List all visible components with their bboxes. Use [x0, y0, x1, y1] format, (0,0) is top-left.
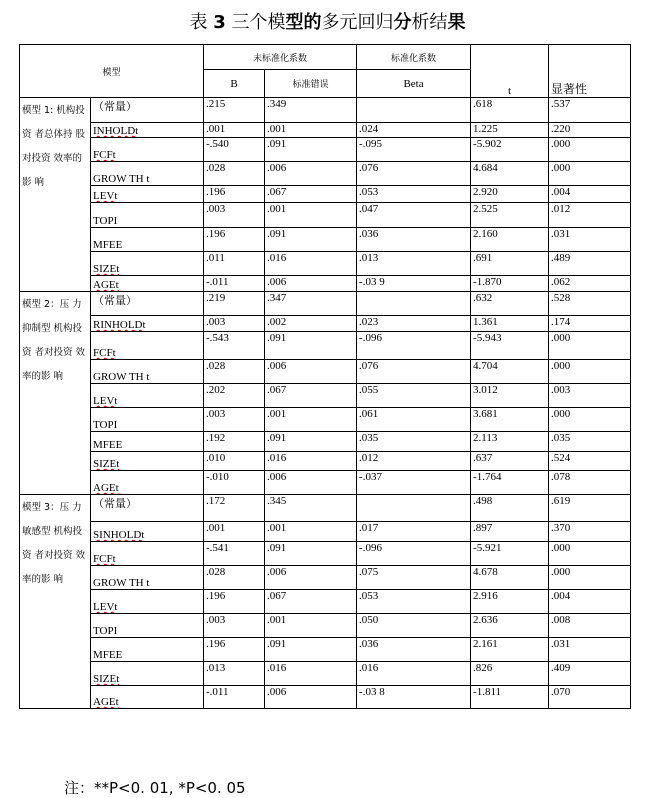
b-cell: .003 — [204, 614, 265, 638]
variable-cell: SIZEt — [91, 662, 204, 686]
b-cell: .011 — [204, 252, 265, 276]
se-cell: .006 — [265, 471, 357, 495]
b-cell: .196 — [204, 638, 265, 662]
se-cell: .016 — [265, 452, 357, 471]
header-b: B — [204, 70, 265, 98]
se-cell: .001 — [265, 614, 357, 638]
table-row — [20, 316, 631, 332]
table-row — [20, 452, 631, 471]
sig-cell: .031 — [549, 228, 631, 252]
beta-cell — [357, 495, 471, 522]
sig-cell: .489 — [549, 252, 631, 276]
table-row — [20, 662, 631, 686]
t-cell: -5.921 — [471, 542, 549, 566]
variable-cell: SIZEt — [91, 252, 204, 276]
variable-cell: LEVt — [91, 186, 204, 203]
variable-cell: （常量） — [91, 292, 204, 316]
sig-cell: .078 — [549, 471, 631, 495]
table-row — [20, 276, 631, 292]
beta-cell: -.037 — [357, 471, 471, 495]
t-cell: 2.636 — [471, 614, 549, 638]
b-cell: .196 — [204, 590, 265, 614]
se-cell: .006 — [265, 360, 357, 384]
header-significance: 显著性 — [549, 45, 631, 98]
se-cell: .091 — [265, 432, 357, 452]
t-cell: 4.684 — [471, 162, 549, 186]
se-cell: .006 — [265, 162, 357, 186]
table-row — [20, 638, 631, 662]
beta-cell — [357, 98, 471, 123]
beta-cell: .053 — [357, 590, 471, 614]
se-cell: .001 — [265, 522, 357, 542]
table-row — [20, 408, 631, 432]
sig-cell: .004 — [549, 186, 631, 203]
b-cell: .196 — [204, 228, 265, 252]
b-cell: -.010 — [204, 471, 265, 495]
variable-cell: AGEt — [91, 686, 204, 709]
se-cell: .001 — [265, 123, 357, 138]
header-std-error: 标准错误 — [265, 70, 357, 98]
beta-cell: .012 — [357, 452, 471, 471]
beta-cell: -.096 — [357, 542, 471, 566]
regression-table — [19, 44, 631, 709]
table-row — [20, 123, 631, 138]
t-cell: 1.361 — [471, 316, 549, 332]
b-cell: .028 — [204, 566, 265, 590]
variable-cell: AGEt — [91, 276, 204, 292]
se-cell: .091 — [265, 332, 357, 360]
model-label: 模型 2：压 力抑制型 机构投资 者对投资 效率的影 响 — [20, 292, 91, 495]
t-cell: .498 — [471, 495, 549, 522]
t-cell: 1.225 — [471, 123, 549, 138]
t-cell: .637 — [471, 452, 549, 471]
sig-cell: .370 — [549, 522, 631, 542]
sig-cell: .174 — [549, 316, 631, 332]
se-cell: .091 — [265, 228, 357, 252]
t-cell: 2.161 — [471, 638, 549, 662]
table-row — [20, 98, 631, 123]
header-beta: Beta — [357, 70, 471, 98]
se-cell: .002 — [265, 316, 357, 332]
table-row — [20, 332, 631, 360]
se-cell: .001 — [265, 408, 357, 432]
t-cell: -5.902 — [471, 138, 549, 162]
sig-cell: .000 — [549, 542, 631, 566]
t-cell: 3.681 — [471, 408, 549, 432]
t-cell: 2.160 — [471, 228, 549, 252]
beta-cell: .075 — [357, 566, 471, 590]
t-cell: 2.525 — [471, 203, 549, 228]
variable-cell: （常量） — [91, 495, 204, 522]
t-cell: .618 — [471, 98, 549, 123]
sig-cell: .012 — [549, 203, 631, 228]
variable-cell: TOPI — [91, 408, 204, 432]
se-cell: .006 — [265, 686, 357, 709]
variable-cell: AGEt — [91, 471, 204, 495]
beta-cell: -.03 8 — [357, 686, 471, 709]
variable-cell: MFEE — [91, 638, 204, 662]
beta-cell: .053 — [357, 186, 471, 203]
b-cell: .010 — [204, 452, 265, 471]
table-row — [20, 614, 631, 638]
beta-cell: .076 — [357, 360, 471, 384]
header-standardized: 标准化系数 — [357, 45, 471, 70]
b-cell: .028 — [204, 360, 265, 384]
variable-cell: LEVt — [91, 590, 204, 614]
sig-cell: .537 — [549, 98, 631, 123]
se-cell: .067 — [265, 384, 357, 408]
variable-cell: FCFt — [91, 332, 204, 360]
b-cell: .013 — [204, 662, 265, 686]
sig-cell: .062 — [549, 276, 631, 292]
variable-cell: GROW TH t — [91, 566, 204, 590]
t-cell: -1.811 — [471, 686, 549, 709]
t-cell: .897 — [471, 522, 549, 542]
header-t: t — [471, 45, 549, 98]
variable-cell: SIZEt — [91, 452, 204, 471]
beta-cell: .050 — [357, 614, 471, 638]
table-row — [20, 203, 631, 228]
table-row — [20, 138, 631, 162]
t-cell: -5.943 — [471, 332, 549, 360]
table-row — [20, 590, 631, 614]
sig-cell: .031 — [549, 638, 631, 662]
table-row — [20, 566, 631, 590]
t-cell: .632 — [471, 292, 549, 316]
b-cell: .172 — [204, 495, 265, 522]
table-row — [20, 384, 631, 408]
b-cell: .202 — [204, 384, 265, 408]
b-cell: -.540 — [204, 138, 265, 162]
sig-cell: .004 — [549, 590, 631, 614]
sig-cell: .000 — [549, 360, 631, 384]
table-row — [20, 162, 631, 186]
variable-cell: TOPI — [91, 203, 204, 228]
sig-cell: .008 — [549, 614, 631, 638]
variable-cell: （常量） — [91, 98, 204, 123]
variable-cell: GROW TH t — [91, 162, 204, 186]
se-cell: .091 — [265, 542, 357, 566]
b-cell: .001 — [204, 522, 265, 542]
b-cell: .028 — [204, 162, 265, 186]
beta-cell: .035 — [357, 432, 471, 452]
se-cell: .347 — [265, 292, 357, 316]
table-row — [20, 522, 631, 542]
b-cell: .003 — [204, 408, 265, 432]
se-cell: .091 — [265, 138, 357, 162]
table-row — [20, 432, 631, 452]
b-cell: -.543 — [204, 332, 265, 360]
model-label: 模型 3：压 力敏感型 机构投资 者对投资 效率的影 响 — [20, 495, 91, 709]
beta-cell — [357, 292, 471, 316]
se-cell: .006 — [265, 566, 357, 590]
table-row — [20, 360, 631, 384]
variable-cell: FCFt — [91, 542, 204, 566]
beta-cell: .016 — [357, 662, 471, 686]
beta-cell: .024 — [357, 123, 471, 138]
beta-cell: .076 — [357, 162, 471, 186]
sig-cell: .528 — [549, 292, 631, 316]
b-cell: .001 — [204, 123, 265, 138]
beta-cell: -.096 — [357, 332, 471, 360]
t-cell: 3.012 — [471, 384, 549, 408]
variable-cell: MFEE — [91, 228, 204, 252]
beta-cell: .017 — [357, 522, 471, 542]
variable-cell: GROW TH t — [91, 360, 204, 384]
sig-cell: .524 — [549, 452, 631, 471]
t-cell: 2.113 — [471, 432, 549, 452]
beta-cell: -.095 — [357, 138, 471, 162]
table-row — [20, 471, 631, 495]
t-cell: -1.764 — [471, 471, 549, 495]
se-cell: .091 — [265, 638, 357, 662]
variable-cell: SINHOLDt — [91, 522, 204, 542]
sig-cell: .035 — [549, 432, 631, 452]
b-cell: .219 — [204, 292, 265, 316]
variable-cell: LEVt — [91, 384, 204, 408]
beta-cell: .047 — [357, 203, 471, 228]
variable-cell: RINHOLDt — [91, 316, 204, 332]
b-cell: -.541 — [204, 542, 265, 566]
sig-cell: .000 — [549, 138, 631, 162]
beta-cell: .013 — [357, 252, 471, 276]
sig-cell: .409 — [549, 662, 631, 686]
b-cell: .003 — [204, 203, 265, 228]
se-cell: .067 — [265, 186, 357, 203]
sig-cell: .000 — [549, 408, 631, 432]
sig-cell: .619 — [549, 495, 631, 522]
b-cell: .192 — [204, 432, 265, 452]
se-cell: .016 — [265, 252, 357, 276]
se-cell: .001 — [265, 203, 357, 228]
t-cell: 2.920 — [471, 186, 549, 203]
sig-cell: .000 — [549, 162, 631, 186]
t-cell: .691 — [471, 252, 549, 276]
se-cell: .345 — [265, 495, 357, 522]
table-row — [20, 542, 631, 566]
se-cell: .067 — [265, 590, 357, 614]
b-cell: -.011 — [204, 686, 265, 709]
b-cell: .215 — [204, 98, 265, 123]
variable-cell: TOPI — [91, 614, 204, 638]
header-unstandardized: 未标准化系数 — [204, 45, 357, 70]
footnote: 注：**P<0. 01, *P<0. 05 — [64, 779, 246, 797]
table-row — [20, 252, 631, 276]
t-cell: 4.704 — [471, 360, 549, 384]
table-title: 表 3 三个模型的多元回归分析结果 — [189, 12, 466, 33]
beta-cell: .023 — [357, 316, 471, 332]
variable-cell: MFEE — [91, 432, 204, 452]
se-cell: .006 — [265, 276, 357, 292]
beta-cell: .036 — [357, 228, 471, 252]
se-cell: .016 — [265, 662, 357, 686]
model-label: 模型 1: 机构投资 者总体持 股对投资 效率的影 响 — [20, 98, 91, 292]
t-cell: 2.916 — [471, 590, 549, 614]
beta-cell: .061 — [357, 408, 471, 432]
header-model: 模型 — [20, 45, 204, 98]
sig-cell: .003 — [549, 384, 631, 408]
sig-cell: .000 — [549, 332, 631, 360]
beta-cell: .036 — [357, 638, 471, 662]
se-cell: .349 — [265, 98, 357, 123]
table-row — [20, 186, 631, 203]
beta-cell: -.03 9 — [357, 276, 471, 292]
sig-cell: .220 — [549, 123, 631, 138]
b-cell: .196 — [204, 186, 265, 203]
t-cell: -1.870 — [471, 276, 549, 292]
table-row — [20, 686, 631, 709]
variable-cell: FCFt — [91, 138, 204, 162]
t-cell: 4.678 — [471, 566, 549, 590]
b-cell: -.011 — [204, 276, 265, 292]
t-cell: .826 — [471, 662, 549, 686]
table-row — [20, 228, 631, 252]
sig-cell: .000 — [549, 566, 631, 590]
table-row — [20, 495, 631, 522]
sig-cell: .070 — [549, 686, 631, 709]
variable-cell: INHOLDt — [91, 123, 204, 138]
table-row — [20, 292, 631, 316]
beta-cell: .055 — [357, 384, 471, 408]
b-cell: .003 — [204, 316, 265, 332]
